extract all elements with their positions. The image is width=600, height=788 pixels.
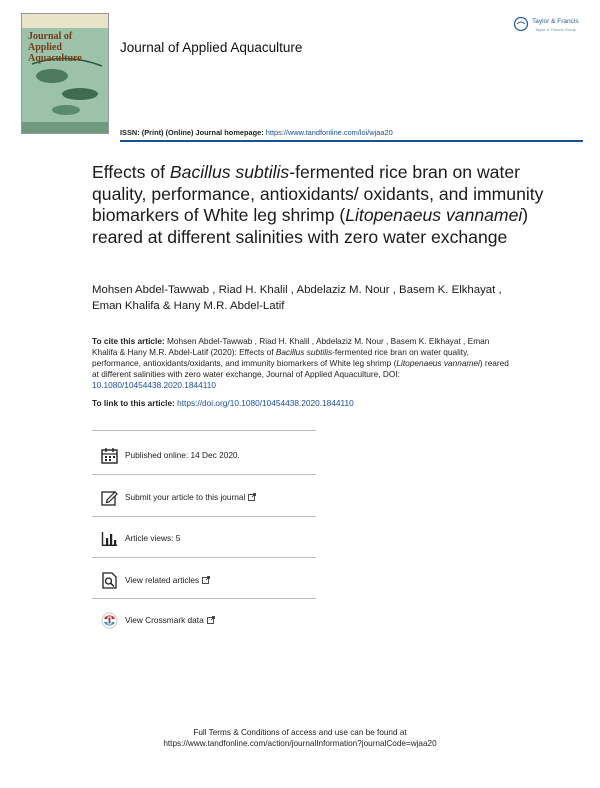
- article-link-label: To link to this article:: [92, 398, 178, 408]
- citation-italic: Bacillus subtilis: [275, 347, 333, 358]
- title-part: ) reared at different salinities with zero water exchange: [92, 205, 529, 247]
- crossmark-link[interactable]: View Crossmark data: [125, 615, 204, 625]
- publisher-logo-name: Taylor & Francis: [532, 18, 579, 25]
- meta-divider: [92, 430, 316, 431]
- crossmark-icon: [100, 611, 118, 629]
- title-italic-part: Bacillus subtilis: [169, 162, 290, 182]
- related-articles-icon: [100, 571, 118, 589]
- publisher-logo-icon: [513, 16, 529, 32]
- submit-article-row[interactable]: [100, 487, 256, 507]
- article-views-row: [100, 528, 180, 548]
- crossmark-row[interactable]: [100, 610, 215, 630]
- journal-title[interactable]: Journal of Applied Aquaculture: [120, 40, 303, 55]
- submit-article-link[interactable]: Submit your article to this journal: [125, 492, 246, 502]
- meta-divider: [92, 474, 316, 475]
- edit-icon: [100, 488, 118, 506]
- related-articles-row[interactable]: [100, 570, 210, 590]
- article-views-text: Article views: 5: [125, 533, 181, 543]
- meta-divider: [92, 516, 316, 517]
- published-online-row: [100, 445, 240, 465]
- cover-title: Journal of Applied Aquaculture: [28, 31, 82, 64]
- terms-text: Full Terms & Conditions of access and use can be found at: [193, 728, 407, 737]
- citation-text: -fermented rice bran on water quality, performance, antioxidants/oxidants, and immunity biomarkers of White leg shrimp (: [92, 347, 469, 369]
- citation-text: Mohsen Abdel-Tawwab , Riad H. Khalil , Abdelaziz M. Nour , Basem K. Elkhayat , Eman Khalifa & Hany M.R. Abdel-Latif (2020): Effects of: [92, 336, 490, 358]
- external-link-icon: [207, 616, 215, 624]
- article-authors[interactable]: Mohsen Abdel-Tawwab , Riad H. Khalil , Abdelaziz M. Nour , Basem K. Elkhayat , Eman Khalifa & Hany M.R. Abdel-Latif: [92, 284, 502, 312]
- calendar-icon: [100, 446, 118, 464]
- published-online-text: Published online: 14 Dec 2020.: [125, 450, 240, 460]
- citation-label: To cite this article:: [92, 336, 167, 346]
- issn-line: [120, 128, 393, 137]
- publisher-logo[interactable]: [513, 14, 583, 40]
- title-part: Effects of: [92, 162, 170, 182]
- citation-text: ) reared at different salinities with zero water exchange, Journal of Applied Aquaculture, DOI:: [92, 358, 509, 380]
- title-italic-part: Litopenaeus vannamei: [345, 205, 523, 226]
- external-link-icon: [202, 576, 210, 584]
- citation-block: [92, 336, 512, 391]
- bar-chart-icon: [100, 529, 118, 547]
- meta-divider: [92, 598, 316, 599]
- related-articles-link[interactable]: View related articles: [125, 575, 200, 585]
- article-title: [92, 162, 552, 248]
- journal-homepage-link[interactable]: https://www.tandfonline.com/loi/wjaa20: [265, 128, 393, 137]
- external-link-icon: [248, 493, 256, 501]
- terms-link[interactable]: https://www.tandfonline.com/action/journalInformation?journalCode=wjaa20: [163, 739, 437, 748]
- header-divider: [120, 140, 583, 142]
- doi-link[interactable]: 10.1080/10454438.2020.1844110: [92, 380, 216, 391]
- title-part: -fermented rice bran on water quality, performance, antioxidants/ oxidants, and immunity biomarkers of White leg shrimp (: [92, 162, 544, 226]
- issn-label: ISSN: (Print) (Online) Journal homepage:: [120, 128, 266, 137]
- article-doi-url-link[interactable]: https://doi.org/10.1080/10454438.2020.1844110: [177, 398, 354, 408]
- publisher-logo-subtitle: Taylor & Francis Group: [535, 27, 576, 32]
- terms-footer: [100, 727, 500, 749]
- meta-divider: [92, 557, 316, 558]
- journal-cover-image: [21, 13, 109, 134]
- article-link-line: [92, 398, 354, 408]
- citation-italic: Litopenaeus vannamei: [396, 358, 480, 369]
